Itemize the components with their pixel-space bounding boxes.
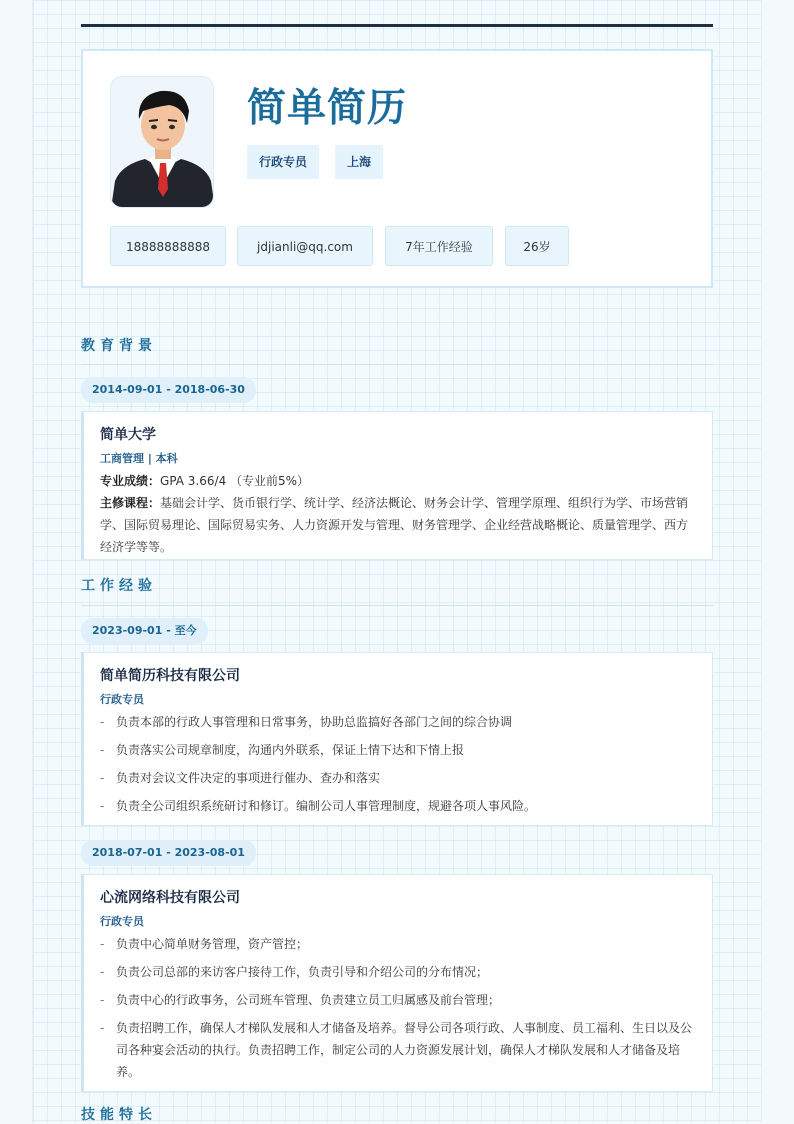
education-section-title: 教育背景 (81, 338, 157, 354)
work-date-1: 2023-09-01 - 至今 (81, 618, 208, 644)
avatar (110, 76, 214, 208)
education-date: 2014-09-01 - 2018-06-30 (81, 377, 256, 403)
education-divider (81, 364, 713, 365)
duty-item: - 负责全公司组织系统研讨和修订。编制公司人事管理制度，规避各项人事风险。 (100, 795, 696, 817)
education-entry (81, 411, 713, 560)
location-tag: 上海 (335, 145, 383, 179)
score-label: 专业成绩： (100, 474, 161, 488)
skills-section-title: 技能特长 (81, 1107, 157, 1123)
experience-chip: 7年工作经验 (385, 226, 493, 266)
job-title-tag: 行政专员 (247, 145, 319, 179)
profile-card (81, 49, 713, 288)
major-degree: 工商管理 | 本科 (100, 452, 178, 465)
score-line (100, 470, 696, 492)
job-role: 行政专员 (100, 915, 144, 928)
duty-item: - 负责本部的行政人事管理和日常事务，协助总监搞好各部门之间的综合协调 (100, 711, 696, 733)
work-section-title: 工作经验 (81, 578, 157, 594)
duty-item: - 负责公司总部的来访客户接待工作，负责引导和介绍公司的分布情况； (100, 961, 696, 983)
age-chip: 26岁 (505, 226, 569, 266)
resume-title: 简单简历 (247, 86, 408, 131)
work-divider (81, 605, 713, 606)
duty-item: - 负责中心的行政事务，公司班车管理、负责建立员工归属感及前台管理； (100, 989, 696, 1011)
score-value: GPA 3.66/4 （专业前5%） (160, 474, 310, 488)
courses-value: 基础会计学、货币银行学、统计学、经济法概论、财务会计学、管理学原理、组织行为学、市场营销学、国际贸易理论、国际贸易实务、人力资源开发与管理、财务管理学、企业经营战略概论、质量管理学、西方经济学等等。 (100, 496, 689, 554)
work-date-2: 2018-07-01 - 2023-08-01 (81, 840, 256, 866)
company-name: 简单简历科技有限公司 (100, 668, 240, 684)
courses-line (100, 492, 696, 558)
duty-item: - 负责落实公司规章制度，沟通内外联系，保证上情下达和下情上报 (100, 739, 696, 761)
top-divider (81, 24, 713, 27)
job-role: 行政专员 (100, 693, 144, 706)
school-name: 简单大学 (100, 427, 156, 443)
duty-list (100, 711, 696, 817)
duty-item: - 负责中心简单财务管理，资产管控； (100, 933, 696, 955)
duty-item: - 负责对会议文件决定的事项进行催办、查办和落实 (100, 767, 696, 789)
avatar-portrait-icon (111, 77, 214, 208)
duty-list (100, 933, 696, 1083)
duty-item: - 负责招聘工作，确保人才梯队发展和人才储备及培养。督导公司各项行政、人事制度、员工福利、生日以及公司各种宴会活动的执行。负责招聘工作，制定公司的人力资源发展计划，确保人才梯队发展和人才储备及培养。 (100, 1017, 696, 1083)
email-chip: jdjianli@qq.com (237, 226, 373, 266)
company-name: 心流网络科技有限公司 (100, 890, 240, 906)
work-entry-2 (81, 874, 713, 1092)
courses-label: 主修课程： (100, 496, 161, 510)
phone-chip: 18888888888 (110, 226, 226, 266)
work-entry-1 (81, 652, 713, 826)
